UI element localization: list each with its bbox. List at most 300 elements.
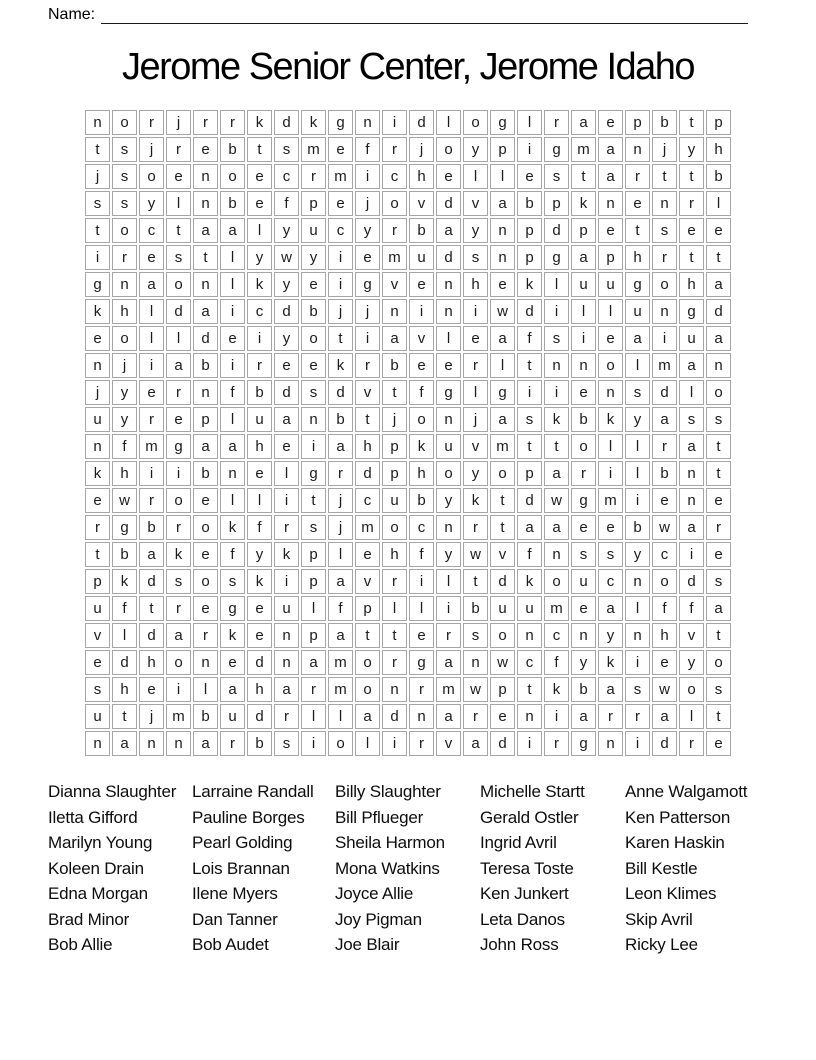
grid-cell: d (274, 110, 299, 135)
grid-cell: r (409, 731, 434, 756)
grid-cell: n (193, 272, 218, 297)
grid-cell: y (274, 272, 299, 297)
word-list-item: Joy Pigman (335, 909, 422, 929)
grid-cell: r (382, 650, 407, 675)
grid-cell: r (85, 515, 110, 540)
grid-cell: d (247, 704, 272, 729)
grid-cell: r (139, 488, 164, 513)
grid-cell: a (571, 245, 596, 270)
grid-cell: a (652, 407, 677, 432)
grid-cell: e (436, 164, 461, 189)
grid-cell: l (598, 434, 623, 459)
grid-cell: b (193, 353, 218, 378)
word-list-item: Leta Danos (480, 909, 565, 929)
grid-cell: r (652, 434, 677, 459)
grid-cell: t (355, 407, 380, 432)
grid-cell: k (517, 569, 542, 594)
grid-cell: i (517, 731, 542, 756)
grid-cell: i (652, 326, 677, 351)
grid-cell: f (679, 596, 704, 621)
word-list-item: Koleen Drain (48, 858, 144, 878)
grid-cell: c (247, 299, 272, 324)
grid-cell: t (85, 542, 110, 567)
grid-cell: r (625, 164, 650, 189)
grid-cell: d (328, 380, 353, 405)
grid-cell: m (598, 488, 623, 513)
grid-cell: s (544, 326, 569, 351)
grid-cell: a (598, 164, 623, 189)
grid-cell: l (517, 110, 542, 135)
grid-cell: e (301, 272, 326, 297)
grid-cell: k (598, 650, 623, 675)
grid-cell: l (220, 272, 245, 297)
grid-cell: l (220, 407, 245, 432)
grid-cell: k (463, 488, 488, 513)
grid-cell: n (85, 353, 110, 378)
grid-cell: i (625, 731, 650, 756)
word-list-item: Ken Junkert (480, 884, 569, 903)
name-fill-line (101, 7, 748, 24)
grid-cell: d (517, 299, 542, 324)
grid-cell: h (112, 461, 137, 486)
name-row (48, 4, 748, 24)
grid-cell: k (598, 407, 623, 432)
grid-cell: h (112, 677, 137, 702)
word-list-item: Marilyn Young (48, 833, 153, 852)
grid-cell: u (274, 596, 299, 621)
grid-cell: a (544, 515, 569, 540)
grid-cell: b (571, 407, 596, 432)
grid-cell: l (571, 299, 596, 324)
grid-cell: r (112, 245, 137, 270)
grid-cell: b (301, 299, 326, 324)
grid-cell: s (166, 569, 191, 594)
grid-cell: o (112, 110, 137, 135)
grid-cell: o (112, 218, 137, 243)
grid-cell: n (544, 542, 569, 567)
grid-cell: l (301, 704, 326, 729)
grid-cell: o (679, 677, 704, 702)
grid-cell: a (166, 623, 191, 648)
grid-cell: j (355, 299, 380, 324)
grid-cell: a (436, 650, 461, 675)
word-list (0, 779, 816, 958)
grid-cell: g (544, 137, 569, 162)
grid-cell: d (409, 110, 434, 135)
word-list-item: Teresa Toste (480, 858, 574, 878)
grid-cell: r (274, 704, 299, 729)
grid-cell: y (247, 245, 272, 270)
grid-cell: c (328, 218, 353, 243)
grid-cell: f (409, 542, 434, 567)
grid-cell: s (463, 623, 488, 648)
grid-cell: a (517, 515, 542, 540)
grid-cell: o (436, 461, 461, 486)
grid-cell: a (193, 731, 218, 756)
grid-cell: h (247, 677, 272, 702)
grid-cell: u (247, 407, 272, 432)
grid-cell: d (139, 623, 164, 648)
grid-cell: b (220, 191, 245, 216)
grid-cell: c (139, 218, 164, 243)
grid-cell: n (274, 650, 299, 675)
grid-cell: t (490, 515, 515, 540)
grid-cell: r (706, 515, 731, 540)
word-list-item: Bob Allie (48, 935, 113, 954)
grid-cell: e (247, 623, 272, 648)
grid-cell: o (328, 731, 353, 756)
grid-cell: s (706, 677, 731, 702)
grid-cell: y (274, 326, 299, 351)
grid-cell: e (490, 704, 515, 729)
grid-cell: e (355, 542, 380, 567)
grid-cell: e (517, 164, 542, 189)
grid-cell: o (112, 326, 137, 351)
grid-cell: n (598, 731, 623, 756)
grid-cell: g (355, 272, 380, 297)
grid-cell: s (301, 515, 326, 540)
grid-cell: o (166, 272, 191, 297)
grid-cell: g (112, 515, 137, 540)
grid-cell: r (328, 461, 353, 486)
grid-cell: i (328, 245, 353, 270)
grid-cell: w (652, 515, 677, 540)
grid-cell: h (112, 299, 137, 324)
grid-cell: k (328, 353, 353, 378)
grid-cell: k (517, 272, 542, 297)
grid-cell: k (274, 542, 299, 567)
grid-cell: o (166, 650, 191, 675)
grid-cell: t (328, 326, 353, 351)
grid-cell: i (679, 542, 704, 567)
grid-cell: n (544, 353, 569, 378)
grid-cell: u (85, 596, 110, 621)
grid-cell: f (517, 326, 542, 351)
grid-cell: r (382, 137, 407, 162)
grid-cell: e (571, 596, 596, 621)
grid-cell: l (139, 326, 164, 351)
grid-cell: d (679, 569, 704, 594)
grid-cell: e (409, 272, 434, 297)
grid-cell: i (274, 569, 299, 594)
grid-cell: u (517, 596, 542, 621)
word-list-column-2 (192, 779, 335, 958)
grid-cell: s (301, 380, 326, 405)
grid-cell: y (463, 218, 488, 243)
word-list-column-1 (48, 779, 192, 958)
grid-cell: y (436, 488, 461, 513)
grid-cell: i (571, 326, 596, 351)
grid-cell: e (409, 623, 434, 648)
grid-cell: n (193, 650, 218, 675)
grid-cell: e (220, 326, 245, 351)
grid-cell: a (706, 272, 731, 297)
grid-cell: e (355, 245, 380, 270)
grid-cell: a (193, 218, 218, 243)
word-list-item: Ilene Myers (192, 884, 278, 903)
grid-cell: s (679, 407, 704, 432)
grid-cell: a (112, 731, 137, 756)
grid-cell: j (409, 137, 434, 162)
grid-cell: e (274, 434, 299, 459)
grid-cell: a (301, 650, 326, 675)
grid-cell: o (355, 650, 380, 675)
grid-cell: p (301, 569, 326, 594)
grid-cell: n (598, 191, 623, 216)
grid-cell: s (571, 542, 596, 567)
grid-cell: l (706, 191, 731, 216)
grid-cell: e (328, 137, 353, 162)
grid-cell: p (517, 218, 542, 243)
grid-cell: b (112, 542, 137, 567)
grid-cell: f (409, 380, 434, 405)
grid-cell: p (355, 596, 380, 621)
word-list-item: Mona Watkins (335, 858, 440, 878)
grid-cell: f (220, 380, 245, 405)
word-list-item: Gerald Ostler (480, 807, 579, 827)
grid-cell: e (166, 407, 191, 432)
grid-cell: n (436, 299, 461, 324)
grid-cell: r (463, 704, 488, 729)
grid-cell: a (598, 677, 623, 702)
word-list-item: Ricky Lee (625, 935, 698, 954)
grid-cell: e (598, 326, 623, 351)
grid-cell: l (625, 353, 650, 378)
grid-cell: i (355, 326, 380, 351)
grid-cell: s (112, 191, 137, 216)
grid-cell: h (679, 272, 704, 297)
grid-cell: i (355, 164, 380, 189)
grid-cell: n (166, 731, 191, 756)
grid-cell: e (571, 380, 596, 405)
grid-cell: v (355, 380, 380, 405)
grid-cell: a (490, 326, 515, 351)
grid-cell: b (382, 353, 407, 378)
grid-cell: y (301, 245, 326, 270)
grid-cell: j (85, 164, 110, 189)
grid-cell: e (247, 461, 272, 486)
grid-cell: y (355, 218, 380, 243)
grid-cell: s (274, 731, 299, 756)
grid-cell: e (652, 488, 677, 513)
grid-cell: d (652, 380, 677, 405)
grid-cell: s (706, 407, 731, 432)
grid-cell: k (544, 407, 569, 432)
grid-cell: k (85, 461, 110, 486)
grid-cell: c (652, 542, 677, 567)
grid-cell: w (544, 488, 569, 513)
word-list-item: Michelle Startt (480, 782, 585, 801)
grid-cell: u (598, 272, 623, 297)
grid-cell: e (193, 596, 218, 621)
grid-cell: m (355, 515, 380, 540)
grid-cell: y (463, 137, 488, 162)
grid-cell: p (517, 461, 542, 486)
grid-cell: h (139, 650, 164, 675)
word-list-item: John Ross (480, 935, 559, 954)
grid-cell: n (571, 353, 596, 378)
grid-cell: a (679, 434, 704, 459)
grid-cell: a (274, 677, 299, 702)
grid-cell: e (409, 353, 434, 378)
grid-cell: o (355, 677, 380, 702)
grid-cell: e (301, 353, 326, 378)
grid-cell: v (409, 191, 434, 216)
grid-cell: r (139, 407, 164, 432)
grid-cell: k (247, 569, 272, 594)
grid-cell: a (490, 407, 515, 432)
grid-cell: d (382, 704, 407, 729)
word-list-item: Pauline Borges (192, 807, 305, 827)
grid-cell: g (490, 380, 515, 405)
grid-cell: r (166, 380, 191, 405)
grid-cell: r (679, 191, 704, 216)
grid-cell: k (247, 110, 272, 135)
grid-cell: u (382, 488, 407, 513)
grid-cell: r (247, 353, 272, 378)
grid-cell: m (382, 245, 407, 270)
grid-cell: t (193, 245, 218, 270)
grid-cell: l (436, 110, 461, 135)
grid-cell: t (706, 704, 731, 729)
grid-cell: e (328, 191, 353, 216)
grid-cell: e (598, 110, 623, 135)
grid-cell: s (625, 677, 650, 702)
grid-cell: r (679, 731, 704, 756)
grid-cell: a (166, 353, 191, 378)
grid-cell: m (166, 704, 191, 729)
grid-cell: e (85, 488, 110, 513)
grid-cell: h (625, 245, 650, 270)
grid-cell: i (382, 110, 407, 135)
grid-cell: y (436, 542, 461, 567)
grid-cell: n (706, 353, 731, 378)
grid-cell: y (679, 650, 704, 675)
grid-cell: a (328, 569, 353, 594)
grid-cell: e (652, 650, 677, 675)
grid-cell: l (490, 164, 515, 189)
grid-cell: d (274, 380, 299, 405)
grid-cell: n (625, 623, 650, 648)
grid-cell: t (463, 569, 488, 594)
grid-cell: y (571, 650, 596, 675)
grid-cell: r (220, 110, 245, 135)
grid-cell: o (598, 353, 623, 378)
grid-cell: n (436, 407, 461, 432)
grid-cell: h (706, 137, 731, 162)
grid-cell: g (220, 596, 245, 621)
grid-cell: r (382, 569, 407, 594)
grid-cell: t (706, 434, 731, 459)
grid-cell: s (112, 164, 137, 189)
grid-cell: g (328, 110, 353, 135)
grid-cell: a (652, 704, 677, 729)
grid-cell: e (598, 218, 623, 243)
grid-cell: a (490, 191, 515, 216)
grid-cell: d (490, 731, 515, 756)
grid-cell: n (436, 515, 461, 540)
grid-cell: s (544, 164, 569, 189)
grid-cell: w (112, 488, 137, 513)
grid-cell: t (517, 677, 542, 702)
grid-cell: l (112, 623, 137, 648)
grid-cell: i (220, 353, 245, 378)
grid-cell: r (193, 623, 218, 648)
grid-cell: e (193, 488, 218, 513)
grid-cell: n (679, 488, 704, 513)
grid-cell: c (598, 569, 623, 594)
grid-cell: f (220, 542, 245, 567)
grid-cell: s (220, 569, 245, 594)
grid-cell: f (355, 137, 380, 162)
grid-cell: d (436, 245, 461, 270)
grid-cell: n (652, 299, 677, 324)
grid-cell: g (625, 272, 650, 297)
grid-cell: i (517, 137, 542, 162)
grid-cell: i (85, 245, 110, 270)
grid-cell: g (571, 488, 596, 513)
word-list-column-3 (335, 779, 480, 958)
grid-cell: r (139, 110, 164, 135)
grid-cell: b (571, 677, 596, 702)
grid-cell: l (436, 326, 461, 351)
grid-cell: a (220, 434, 245, 459)
grid-cell: v (355, 569, 380, 594)
grid-cell: r (463, 515, 488, 540)
grid-cell: a (706, 596, 731, 621)
grid-cell: s (112, 137, 137, 162)
grid-cell: h (382, 542, 407, 567)
grid-cell: v (490, 542, 515, 567)
word-list-item: Dan Tanner (192, 909, 278, 929)
grid-cell: e (139, 380, 164, 405)
grid-cell: e (139, 245, 164, 270)
grid-cell: a (679, 353, 704, 378)
grid-cell: p (301, 623, 326, 648)
grid-cell: k (247, 272, 272, 297)
grid-cell: n (490, 218, 515, 243)
grid-cell: l (301, 596, 326, 621)
grid-cell: n (85, 110, 110, 135)
grid-cell: n (382, 677, 407, 702)
grid-cell: d (652, 731, 677, 756)
grid-cell: s (463, 245, 488, 270)
grid-cell: b (409, 488, 434, 513)
grid-cell: t (679, 164, 704, 189)
word-list-item: Joe Blair (335, 935, 400, 954)
grid-cell: o (706, 650, 731, 675)
grid-cell: y (598, 623, 623, 648)
grid-cell: s (274, 137, 299, 162)
grid-cell: n (490, 245, 515, 270)
grid-cell: y (625, 407, 650, 432)
grid-cell: r (409, 677, 434, 702)
grid-cell: l (490, 353, 515, 378)
grid-cell: g (490, 110, 515, 135)
grid-cell: a (139, 272, 164, 297)
grid-cell: r (301, 677, 326, 702)
grid-cell: e (247, 164, 272, 189)
grid-cell: u (490, 596, 515, 621)
grid-cell: e (247, 191, 272, 216)
grid-cell: g (301, 461, 326, 486)
word-list-item: Brad Minor (48, 909, 130, 929)
grid-cell: h (652, 623, 677, 648)
grid-cell: m (652, 353, 677, 378)
grid-cell: s (706, 569, 731, 594)
grid-cell: d (112, 650, 137, 675)
grid-cell: e (463, 326, 488, 351)
